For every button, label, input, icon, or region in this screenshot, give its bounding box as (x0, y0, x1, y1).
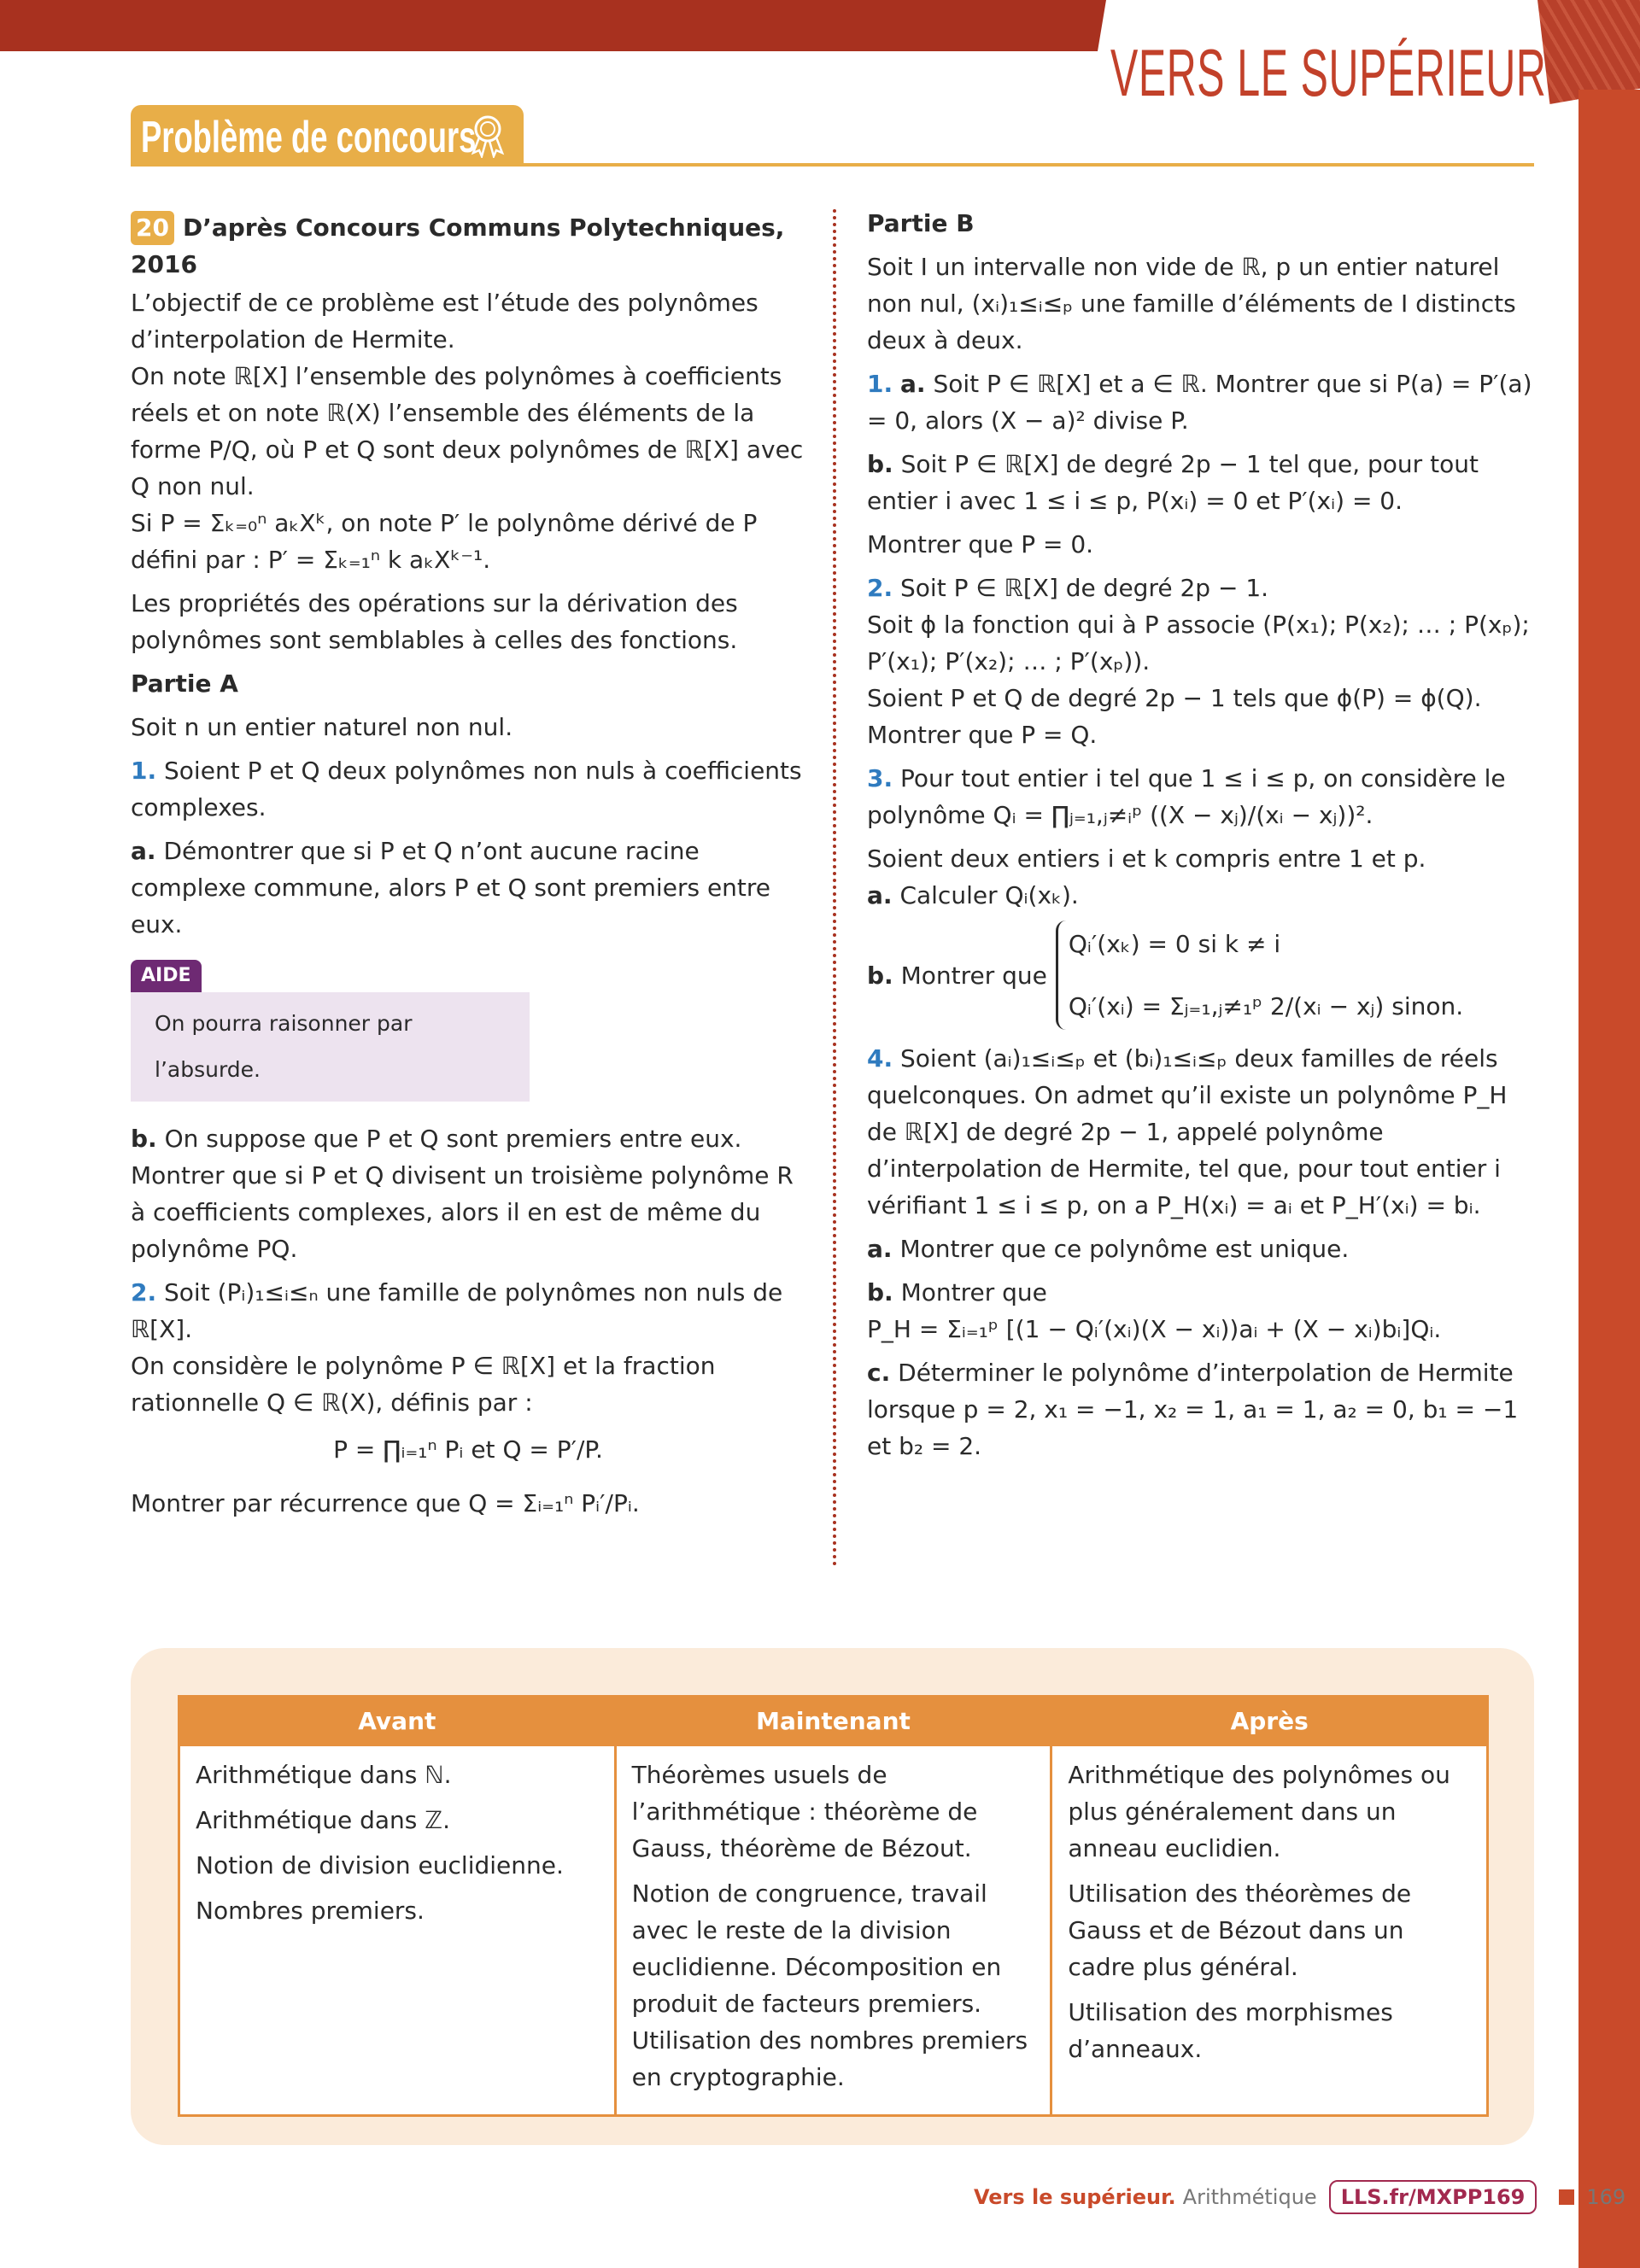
header-avant: Avant (179, 1697, 616, 1745)
list-item: Utilisation des théorèmes de Gauss et de Bézout dans un cadre plus général. (1068, 1879, 1412, 1981)
header-maintenant: Maintenant (615, 1697, 1051, 1745)
a-q2-text-2: On considère le polynôme P ∈ ℝ[X] et la fraction rationnelle Q ∈ ℝ(X), définis par : (131, 1352, 716, 1417)
b-q1b-label: b. (867, 450, 893, 478)
a-q1b-text: On suppose que P et Q sont premiers entre eux. Montrer que si P et Q divisent un troisième polynôme R à coefficients complexes, alors il en est de même du polynôme PQ. (131, 1125, 794, 1263)
cell-apres (1051, 1745, 1488, 2116)
b-q4b-formula: P_H = Σᵢ₌₁ᵖ [(1 − Qᵢ′(xᵢ)(X − xᵢ))aᵢ + (X − xᵢ)bᵢ]Qᵢ. (867, 1315, 1442, 1343)
list-item: Arithmétique dans ℕ. (196, 1761, 452, 1789)
b-q3b (867, 921, 1542, 1030)
b-q4a-label: a. (867, 1235, 893, 1263)
part-b-title: Partie B (867, 209, 975, 237)
a-q2-conclusion: Montrer par récurrence que Q = Σᵢ₌₁ⁿ Pᵢ′/Pᵢ. (131, 1489, 640, 1517)
section-underline (131, 163, 1534, 167)
a-q2-number: 2. (131, 1278, 157, 1306)
corner-pattern (1538, 0, 1640, 104)
b-q3b-text: Montrer que (900, 961, 1047, 990)
footer-link[interactable]: LLS.fr/MXPP169 (1329, 2180, 1538, 2214)
b-q4b-text: Montrer que (900, 1278, 1047, 1306)
b-q3-number: 3. (867, 764, 893, 792)
side-bar (1578, 90, 1640, 2268)
b-q4-number: 4. (867, 1044, 893, 1073)
list-item: Nombres premiers. (196, 1897, 425, 1925)
b-q2-text: Soit P ∈ ℝ[X] de degré 2p − 1. (900, 574, 1269, 602)
b-q4c-label: c. (867, 1359, 891, 1387)
a-q2-formula: P = ∏ᵢ₌₁ⁿ Pᵢ et Q = P′/P. (333, 1435, 603, 1464)
hint-box (131, 955, 530, 1102)
left-column (131, 209, 805, 1529)
b-q2-condition: Soient P et Q de degré 2p − 1 tels que ϕ(P) = ϕ(Q). (867, 684, 1482, 712)
a-q1-text: Soient P et Q deux polynômes non nuls à coefficients complexes. (131, 757, 802, 821)
page-title: VERS LE SUPÉRIEUR (1110, 35, 1547, 110)
b-q3b-case1: Qᵢ′(xₖ) = 0 si k ≠ i (1068, 930, 1281, 958)
right-column (867, 205, 1542, 1471)
list-item: Théorèmes usuels de l’arithmétique : théorème de Gauss, théorème de Bézout. (631, 1761, 978, 1862)
b-q3a-text: Calculer Qᵢ(xₖ). (899, 881, 1079, 909)
section-title: Problème de concours (141, 113, 477, 162)
intro-2: On note ℝ[X] l’ensemble des polynômes à coefficients réels et on note ℝ(X) l’ensemble des éléments de la forme P/Q, où P et Q sont deux polynômes de ℝ[X] avec Q non nul. (131, 362, 804, 500)
column-divider (833, 209, 836, 1567)
hint-text: On pourra raisonner par l’absurde. (131, 992, 530, 1102)
b-q3b-label: b. (867, 961, 893, 990)
exercise-source: D’après Concours Communs Polytechniques, 2016 (131, 213, 785, 278)
hint-label: AIDE (131, 960, 202, 992)
footer-section: Vers le supérieur. (974, 2185, 1176, 2209)
b-q1-number: 1. (867, 370, 893, 398)
b-q3-text: Pour tout entier i tel que 1 ≤ i ≤ p, on considère le polynôme Qᵢ = ∏ⱼ₌₁,ⱼ≠ᵢᵖ ((X − xⱼ)/(xᵢ − xⱼ))². (867, 764, 1506, 829)
b-q3-lead: Soient deux entiers i et k compris entre 1 et p. (867, 845, 1426, 873)
b-q4a-text: Montrer que ce polynôme est unique. (899, 1235, 1350, 1263)
part-b-lead: Soit I un intervalle non vide de ℝ, p un entier naturel non nul, (xᵢ)₁≤ᵢ≤ₚ une famille d’éléments de I distincts deux à deux. (867, 253, 1516, 354)
list-item: Arithmétique dans ℤ. (196, 1806, 450, 1834)
square-marker-icon (1559, 2189, 1574, 2205)
intro-1: L’objectif de ce problème est l’étude des polynômes d’interpolation de Hermite. (131, 289, 758, 354)
b-q1a-text: Soit P ∈ ℝ[X] et a ∈ ℝ. Montrer que si P(a) = P′(a) = 0, alors (X − a)² divise P. (867, 370, 1532, 435)
section-tab (131, 105, 524, 165)
b-q2-number: 2. (867, 574, 893, 602)
part-a-title: Partie A (131, 669, 238, 698)
list-item: Notion de congruence, travail avec le reste de la division euclidienne. Décomposition en produit de facteurs premiers. (631, 1879, 1002, 2018)
intro-4: Les propriétés des opérations sur la dérivation des polynômes sont semblables à celles des fonctions. (131, 589, 738, 654)
list-item: Notion de division euclidienne. (196, 1851, 564, 1879)
b-q1b-text: Soit P ∈ ℝ[X] de degré 2p − 1 tel que, pour tout entier i avec 1 ≤ i ≤ p, P(xᵢ) = 0 et P′(xᵢ) = 0. (867, 450, 1479, 515)
top-band (0, 0, 1098, 51)
b-q1b-conclusion: Montrer que P = 0. (867, 530, 1094, 558)
cell-avant (179, 1745, 616, 2116)
b-q4-text: Soient (aᵢ)₁≤ᵢ≤ₚ et (bᵢ)₁≤ᵢ≤ₚ deux familles de réels quelconques. On admet qu’il existe un polynôme P_H de ℝ[X] de degré 2p − 1, appelé polynôme d’interpolation de Hermite, tel que, pour tout entier i vérifiant 1 ≤ i ≤ p, on a P_H(xᵢ) = aᵢ et P_H′(xᵢ) = bᵢ. (867, 1044, 1508, 1219)
b-q2-conclusion: Montrer que P = Q. (867, 721, 1098, 749)
exercise-number: 20 (131, 211, 174, 245)
b-q4b-label: b. (867, 1278, 893, 1306)
b-q1a-label: a. (900, 370, 926, 398)
page-number: 169 (1586, 2185, 1626, 2209)
a-q2-text: Soit (Pᵢ)₁≤ᵢ≤ₙ une famille de polynômes non nuls de ℝ[X]. (131, 1278, 783, 1343)
a-q1a-text: Démontrer que si P et Q n’ont aucune racine complexe commune, alors P et Q sont premiers entre eux. (131, 837, 771, 938)
b-q2-phi: Soit ϕ la fonction qui à P associe (P(x₁); P(x₂); … ; P(xₚ); P′(x₁); P′(x₂); … ; P′(xₚ)). (867, 611, 1530, 675)
b-q4c-text: Déterminer le polynôme d’interpolation de Hermite lorsque p = 2, x₁ = −1, x₂ = 1, a₁ = 1, a₂ = 0, b₁ = −1 et b₂ = 2. (867, 1359, 1519, 1460)
list-item: Utilisation des morphismes d’anneaux. (1068, 1998, 1393, 2063)
medal-icon (468, 114, 507, 158)
b-q3a-label: a. (867, 881, 893, 909)
cell-maintenant (615, 1745, 1051, 2116)
header-apres: Après (1051, 1697, 1488, 1745)
part-a-lead: Soit n un entier naturel non nul. (131, 713, 513, 741)
intro-3: Si P = Σₖ₌₀ⁿ aₖXᵏ, on note P′ le polynôme dérivé de P défini par : P′ = Σₖ₌₁ⁿ k aₖXᵏ⁻¹. (131, 509, 758, 574)
footer (974, 2180, 1625, 2214)
a-q1-number: 1. (131, 757, 157, 785)
footer-chapter: Arithmétique (1182, 2185, 1317, 2209)
a-q1a-label: a. (131, 837, 156, 865)
progression-table (178, 1695, 1489, 2117)
a-q1b-label: b. (131, 1125, 157, 1153)
b-q3b-case2: Qᵢ′(xᵢ) = Σⱼ₌₁,ⱼ≠₁ᵖ 2/(xᵢ − xⱼ) sinon. (1068, 992, 1464, 1020)
list-item: Arithmétique des polynômes ou plus généralement dans un anneau euclidien. (1068, 1761, 1450, 1862)
list-item: Utilisation des nombres premiers en cryptographie. (631, 2026, 1028, 2091)
